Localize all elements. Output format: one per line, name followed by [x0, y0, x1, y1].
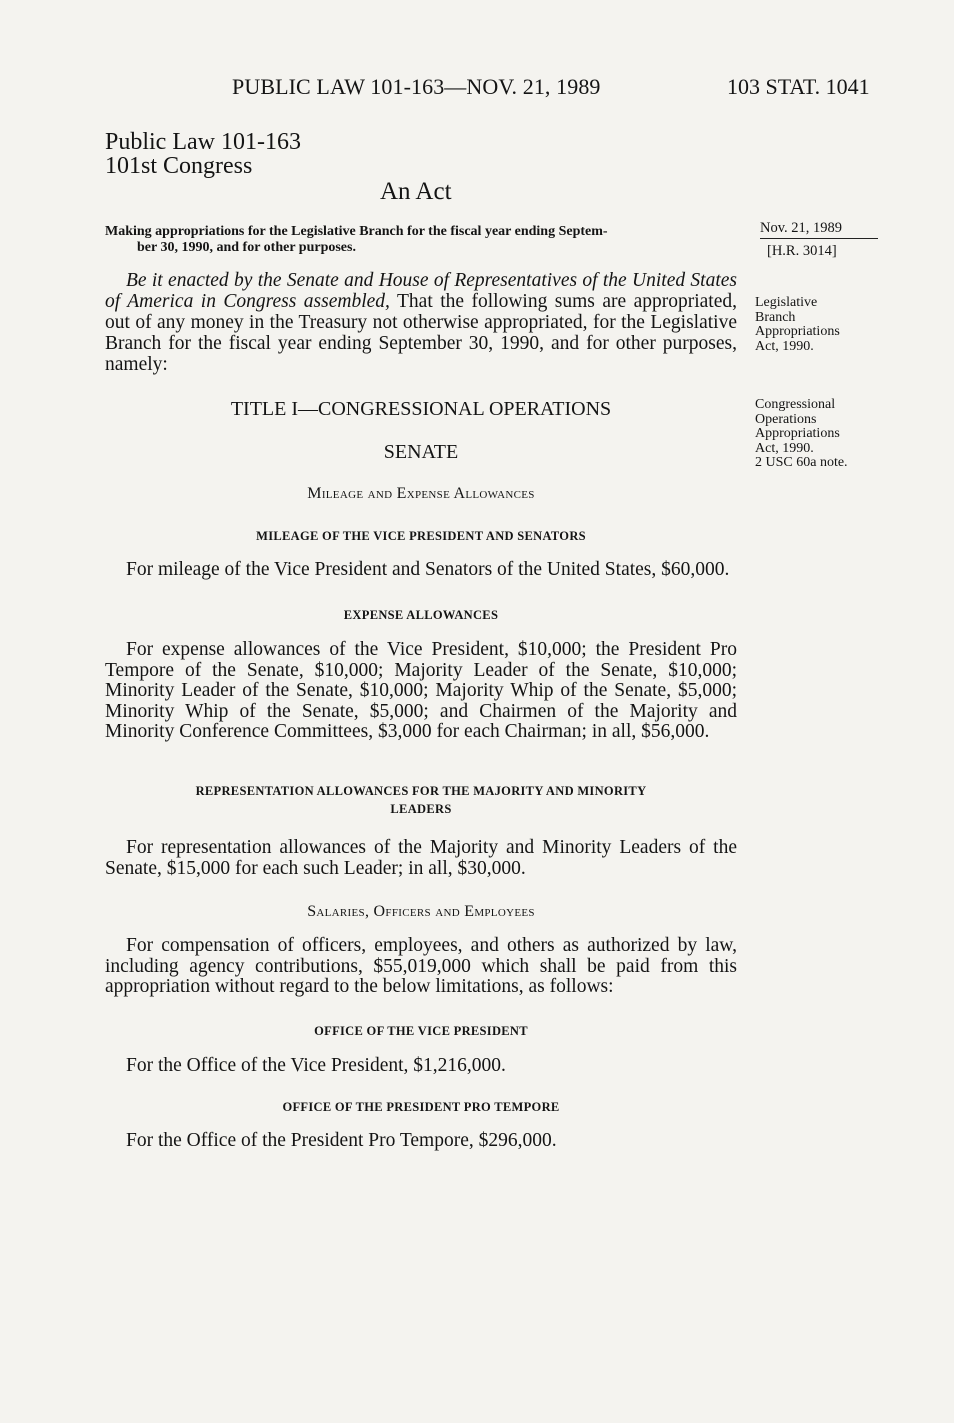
margin-note-line: Act, 1990.: [755, 338, 814, 354]
running-head: PUBLIC LAW 101-163—NOV. 21, 1989: [232, 74, 601, 99]
vice-president-office-heading: OFFICE OF THE VICE PRESIDENT: [314, 1024, 528, 1038]
enacting-clause: [105, 270, 737, 375]
margin-note-line: 2 USC 60a note.: [755, 455, 848, 470]
representation-heading-line-2: LEADERS: [390, 802, 452, 816]
margin-note-line: Appropriations: [755, 324, 840, 339]
enacting-clause-text: That the following sums are appropriated, out of any money in the Treasury not otherwise appropriated, for the Legislative Branch for the fiscal year ending September 30, 1990, and for other purposes, namely:: [105, 291, 737, 375]
margin-date: Nov. 21, 1989: [760, 220, 878, 239]
enacting-clause-italic: Be it enacted by the Senate and House of Representatives of the United States of America in Congress assembled,: [105, 270, 737, 312]
congress-number: 101st Congress: [105, 153, 253, 179]
salaries-paragraph: For compensation of officers, employees, and others as authorized by law, including agency contributions, $55,019,000 which shall be paid from this appropriation without regard to the below limitations, as follows:: [105, 935, 737, 997]
expense-heading: EXPENSE ALLOWANCES: [343, 608, 499, 622]
mileage-paragraph: For mileage of the Vice President and Senators of the United States, $60,000.: [126, 559, 730, 580]
representation-paragraph: For representation allowances of the Majority and Minority Leaders of the Senate, $15,000 for each such Leader; in all, $30,000.: [105, 837, 737, 879]
purpose-line-1: Making appropriations for the Legislative Branch for the fiscal year ending Septem-: [105, 224, 608, 239]
representation-heading: [105, 782, 737, 818]
expense-paragraph: For expense allowances of the Vice President, $10,000; the President Pro Tempore of the Senate, $10,000; Majority Leader of the Senate, $10,000; Minority Leader of the Senate, $10,000; Majority Whip of the Senate, $5,000; Minority Whip of the Senate, $5,000; and Chairmen of the Majority and Minority Conference Committees, $3,000 for each Chairman; in all, $56,000.: [105, 639, 737, 742]
president-pro-tempore-office-paragraph: For the Office of the President Pro Tempore, $296,000.: [126, 1130, 557, 1151]
purpose-clause: [105, 224, 737, 256]
mileage-expense-heading: Mileage and Expense Allowances: [307, 485, 535, 502]
an-act-heading: An Act: [380, 178, 452, 205]
margin-note-line: Branch: [755, 309, 796, 325]
senate-heading: SENATE: [383, 441, 459, 463]
margin-note-line: Act, 1990.: [755, 440, 814, 456]
margin-bill-number: [H.R. 3014]: [767, 243, 837, 259]
stat-citation: 103 STAT. 1041: [727, 74, 870, 99]
margin-note-line: Congressional: [755, 397, 836, 412]
margin-note-line: Operations: [755, 411, 817, 427]
margin-note-congressional-operations: [755, 398, 885, 471]
representation-heading-line-1: REPRESENTATION ALLOWANCES FOR THE MAJORITY AND MINORITY: [195, 784, 647, 798]
mileage-heading: MILEAGE OF THE VICE PRESIDENT AND SENATORS: [256, 529, 586, 543]
margin-note-line: Legislative: [755, 295, 818, 310]
public-law-number: Public Law 101-163: [105, 129, 301, 155]
vice-president-office-paragraph: For the Office of the Vice President, $1,216,000.: [126, 1055, 506, 1076]
margin-note-line: Appropriations: [755, 426, 840, 441]
president-pro-tempore-office-heading: OFFICE OF THE PRESIDENT PRO TEMPORE: [282, 1100, 560, 1114]
salaries-heading: Salaries, Officers and Employees: [307, 903, 535, 920]
margin-note-short-title: [755, 296, 885, 354]
title-heading: TITLE I—CONGRESSIONAL OPERATIONS: [230, 398, 612, 420]
purpose-line-2: ber 30, 1990, and for other purposes.: [137, 240, 356, 255]
